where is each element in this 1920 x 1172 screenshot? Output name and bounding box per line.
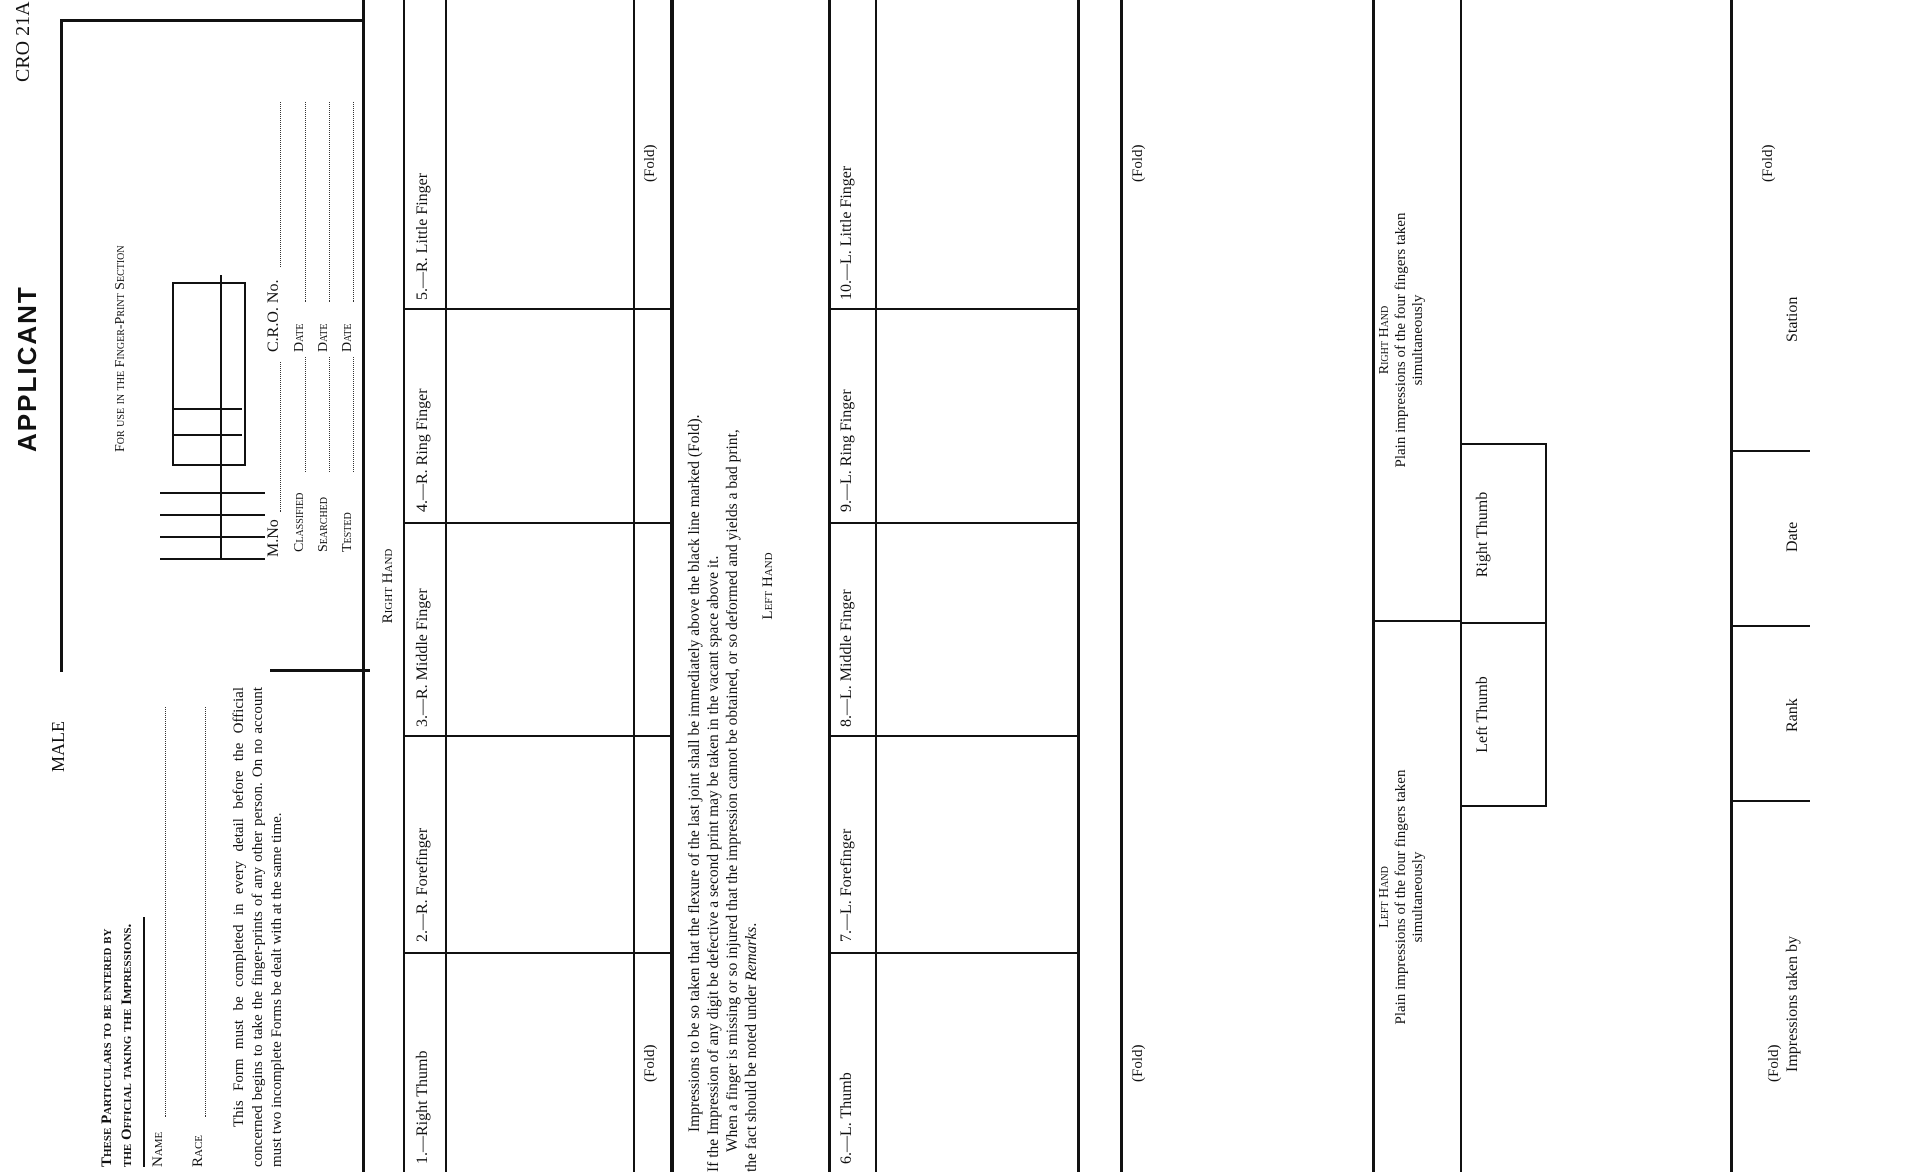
tested-label: Tested [340, 512, 355, 552]
index-stamp [160, 275, 265, 560]
fold-label: (Fold) [1766, 1044, 1782, 1082]
plain-left-caption: Plain impressions of the four fingers taken simultaneously [1393, 769, 1426, 1025]
cro-no-label: C.R.O. No. [265, 279, 282, 352]
finger-6-label: 6.—L. Thumb [838, 1072, 855, 1164]
plain-left-box[interactable] [1462, 807, 1710, 1172]
station-label: Station [1784, 296, 1801, 342]
right-thumb-label: Right Thumb [1474, 491, 1491, 578]
taken-by-label: Impressions taken by [1784, 936, 1801, 1072]
right-print-box-2[interactable] [447, 737, 633, 952]
classified-label: Classified [292, 492, 307, 552]
plain-right-caption: Plain impressions of the four fingers taken simultaneously [1393, 212, 1426, 468]
left-thumb-label: Left Thumb [1474, 676, 1491, 753]
race-field[interactable] [205, 707, 206, 1117]
impressions-instructions: Impressions to be so taken that the flexure of the last joint shall be immediately above the black line marked (Fold). If the Impression of any digit be defective a second print may be taken in the vacant space above it. When a finger is missing or so injured that the impression cannot be obtained, or so deformed and yields a bad print, the fact should be noted under Remarks. [686, 414, 760, 1172]
office-heading: For use in the Finger-Print Section [113, 245, 128, 452]
form-title: APPLICANT [12, 285, 42, 452]
right-print-box-3[interactable] [447, 524, 633, 735]
finger-10-label: 10.—L. Little Finger [838, 165, 855, 300]
searched-label: Searched [316, 496, 331, 552]
left-print-box-7[interactable] [877, 737, 1077, 952]
name-field[interactable] [165, 707, 166, 1117]
sex-label: MALE [48, 721, 68, 772]
fold-label: (Fold) [1130, 144, 1146, 182]
plain-right-title: Right Hand [1377, 305, 1392, 375]
left-print-box-6[interactable] [877, 954, 1077, 1172]
date-label: Date [1784, 521, 1801, 552]
right-hand-label: Right Hand [380, 548, 396, 624]
race-label: Race [190, 1134, 206, 1167]
finger-2-label: 2.—R. Forefinger [414, 827, 431, 942]
left-print-box-10[interactable] [877, 82, 1077, 308]
name-label: Name [150, 1131, 166, 1167]
plain-left-title: Left Hand [1377, 866, 1392, 928]
finger-4-label: 4.—R. Ring Finger [414, 388, 431, 512]
fold-label: (Fold) [1130, 1044, 1146, 1082]
right-print-box-5[interactable] [447, 82, 633, 308]
fold-label: (Fold) [1760, 144, 1776, 182]
left-print-box-8[interactable] [877, 524, 1077, 735]
right-print-box-4[interactable] [447, 310, 633, 522]
fold-label: (Fold) [642, 144, 658, 182]
particulars-heading: These Particulars to be entered by the Official taking the Impressions. [99, 923, 135, 1167]
fold-label: (Fold) [642, 1044, 658, 1082]
rank-label: Rank [1784, 698, 1801, 732]
right-print-box-1[interactable] [447, 954, 633, 1172]
fingerprint-form: CRO 21A APPLICANT MALE These Particulars to be entered by the Official taking the Impressions. Name Race This Form must be completed in every detail before the Official concerned begins to take the finger-prints of any other person. On no account must two incomplete Forms be dealt with at the same time. For use in the Finger-Print Section M.No C.R.O. No. Classified Date Searched Date Tested Date Right Hand 1.—Right Thumb 2.—R. Forefinger 3.—R. Middle Finger 4.—R. Ring Finger 5.—R. Little Finger (Fold) (Fold) Impressions to be so taken that the flexure of the last joint shall be immediately above the black line marked (Fold). If the Impression of any digit be defective a second print may be taken in the vacant space above it. When a finger is missing or so injured that the impression cannot be obtained, or so deformed and yields a bad print, the fact should be noted under Remarks. Left Hand 6.—L. Thumb 7.—L. Forefinger 8.—L. Middle Finger 9.—L. Ring Finger 10.—L. Little Finger (Fold) (Fold) Left Hand Plain impressions of the four fingers taken simultaneously Right Hand Plain impressions of the four fingers taken simultaneously Left Thumb Right Thumb (Fold) Impressions taken by Rank Date Station (Fold) [0, 0, 1920, 1172]
instructions-text: This Form must be completed in every detail before the Official concerned begins to take the finger-prints of any other person. On no account must two incomplete Forms be dealt with at the same time. [231, 687, 285, 1167]
plain-right-box[interactable] [1462, 0, 1710, 447]
finger-3-label: 3.—R. Middle Finger [414, 588, 431, 727]
finger-8-label: 8.—L. Middle Finger [838, 589, 855, 727]
form-code: CRO 21A [12, 1, 34, 82]
left-hand-label: Left Hand [760, 552, 776, 620]
left-print-box-9[interactable] [877, 310, 1077, 522]
finger-9-label: 9.—L. Ring Finger [838, 389, 855, 512]
finger-7-label: 7.—L. Forefinger [838, 828, 855, 942]
finger-5-label: 5.—R. Little Finger [414, 172, 431, 300]
finger-1-label: 1.—Right Thumb [414, 1050, 431, 1164]
m-no-label: M.No [265, 519, 282, 557]
